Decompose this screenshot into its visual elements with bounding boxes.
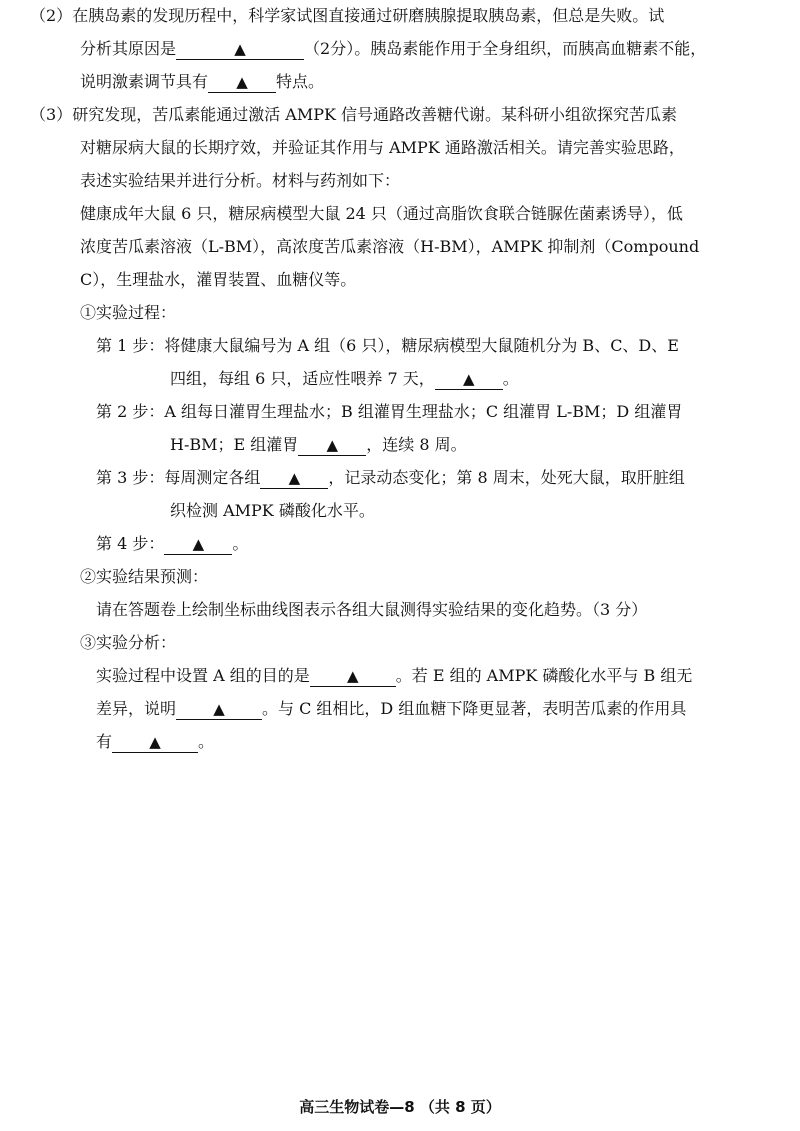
analysis-line-2: 差异，说明 ▲ 。与 C 组相比，D 组血糖下降更显著，表明苦瓜素的作用具: [96, 699, 687, 718]
triangle-mark-icon: ▲: [462, 370, 475, 388]
materials-line-3: C），生理盐水，灌胃装置、血糖仪等。: [80, 270, 357, 289]
process-title: ①实验过程：: [80, 303, 177, 322]
materials-line-1: 健康成年大鼠 6 只，糖尿病模型大鼠 24 只（通过高脂饮食联合链脲佐菌素诱导），低: [80, 204, 683, 223]
analysis-line-3: 有 ▲ 。: [96, 732, 215, 751]
triangle-mark-icon: ▲: [149, 733, 161, 751]
q2-line-1: （2）在胰岛素的发现历程中，科学家试图直接通过研磨胰腺提取胰岛素，但总是失败。试: [30, 6, 665, 25]
answer-blank[interactable]: [435, 369, 503, 390]
answer-blank[interactable]: [164, 534, 232, 555]
q3-label: （3）: [30, 105, 73, 124]
analysis-title: ③实验分析：: [80, 633, 177, 652]
step-2-line-1: 第 2 步：A 组每日灌胃生理盐水；B 组灌胃生理盐水；C 组灌胃 L-BM；D 组灌胃: [96, 402, 683, 421]
analysis-line-1: 实验过程中设置 A 组的目的是 ▲ 。若 E 组的 AMPK 磷酸化水平与 B 组无: [96, 666, 693, 685]
q3-line-1: （3）研究发现，苦瓜素能通过激活 AMPK 信号通路改善糖代谢。某科研小组欲探究苦瓜素: [30, 105, 678, 124]
answer-blank[interactable]: [260, 468, 328, 489]
triangle-mark-icon: ▲: [192, 535, 205, 553]
triangle-mark-icon: ▲: [288, 469, 301, 487]
step-4-line: 第 4 步： ▲ 。: [96, 534, 249, 553]
step-1-line-1: 第 1 步：将健康大鼠编号为 A 组（6 只），糖尿病模型大鼠随机分为 B、C、D、E: [96, 336, 679, 355]
triangle-mark-icon: ▲: [234, 40, 246, 58]
page-footer: 高三生物试卷—8 （共 8 页）: [299, 1098, 501, 1116]
step-3-line-1: 第 3 步：每周测定各组 ▲ ，记录动态变化；第 8 周末，处死大鼠，取肝脏组: [96, 468, 685, 487]
q2-line-3: 说明激素调节具有 ▲ 特点。: [80, 72, 325, 91]
q3-line-2: 对糖尿病大鼠的长期疗效，并验证其作用与 AMPK 通路激活相关。请完善实验思路，: [80, 138, 685, 157]
answer-blank[interactable]: [112, 732, 198, 753]
triangle-mark-icon: ▲: [346, 667, 359, 685]
answer-blank[interactable]: [208, 72, 276, 93]
result-title: ②实验结果预测：: [80, 567, 209, 586]
q2-line-2: 分析其原因是 ▲ （2分）。胰岛素能作用于全身组织，而胰高血糖素不能，: [80, 39, 707, 58]
step-1-line-2: 四组，每组 6 只，适应性喂养 7 天， ▲ 。: [170, 369, 519, 388]
triangle-mark-icon: ▲: [236, 73, 248, 91]
answer-blank[interactable]: [176, 39, 304, 60]
answer-blank[interactable]: [310, 666, 396, 687]
step-3-line-2: 织检测 AMPK 磷酸化水平。: [170, 501, 375, 520]
materials-line-2: 浓度苦瓜素溶液（L-BM），高浓度苦瓜素溶液（H-BM），AMPK 抑制剂（Compound: [80, 237, 700, 256]
triangle-mark-icon: ▲: [213, 700, 225, 718]
triangle-mark-icon: ▲: [326, 436, 339, 454]
answer-blank[interactable]: [176, 699, 262, 720]
q2-label: （2）: [30, 6, 73, 25]
q3-line-3: 表述实验结果并进行分析。材料与药剂如下：: [80, 171, 401, 190]
result-text: 请在答题卷上绘制坐标曲线图表示各组大鼠测得实验结果的变化趋势。（3 分）: [96, 600, 648, 619]
step-2-line-2: H-BM；E 组灌胃 ▲ ，连续 8 周。: [170, 435, 467, 454]
answer-blank[interactable]: [298, 435, 366, 456]
